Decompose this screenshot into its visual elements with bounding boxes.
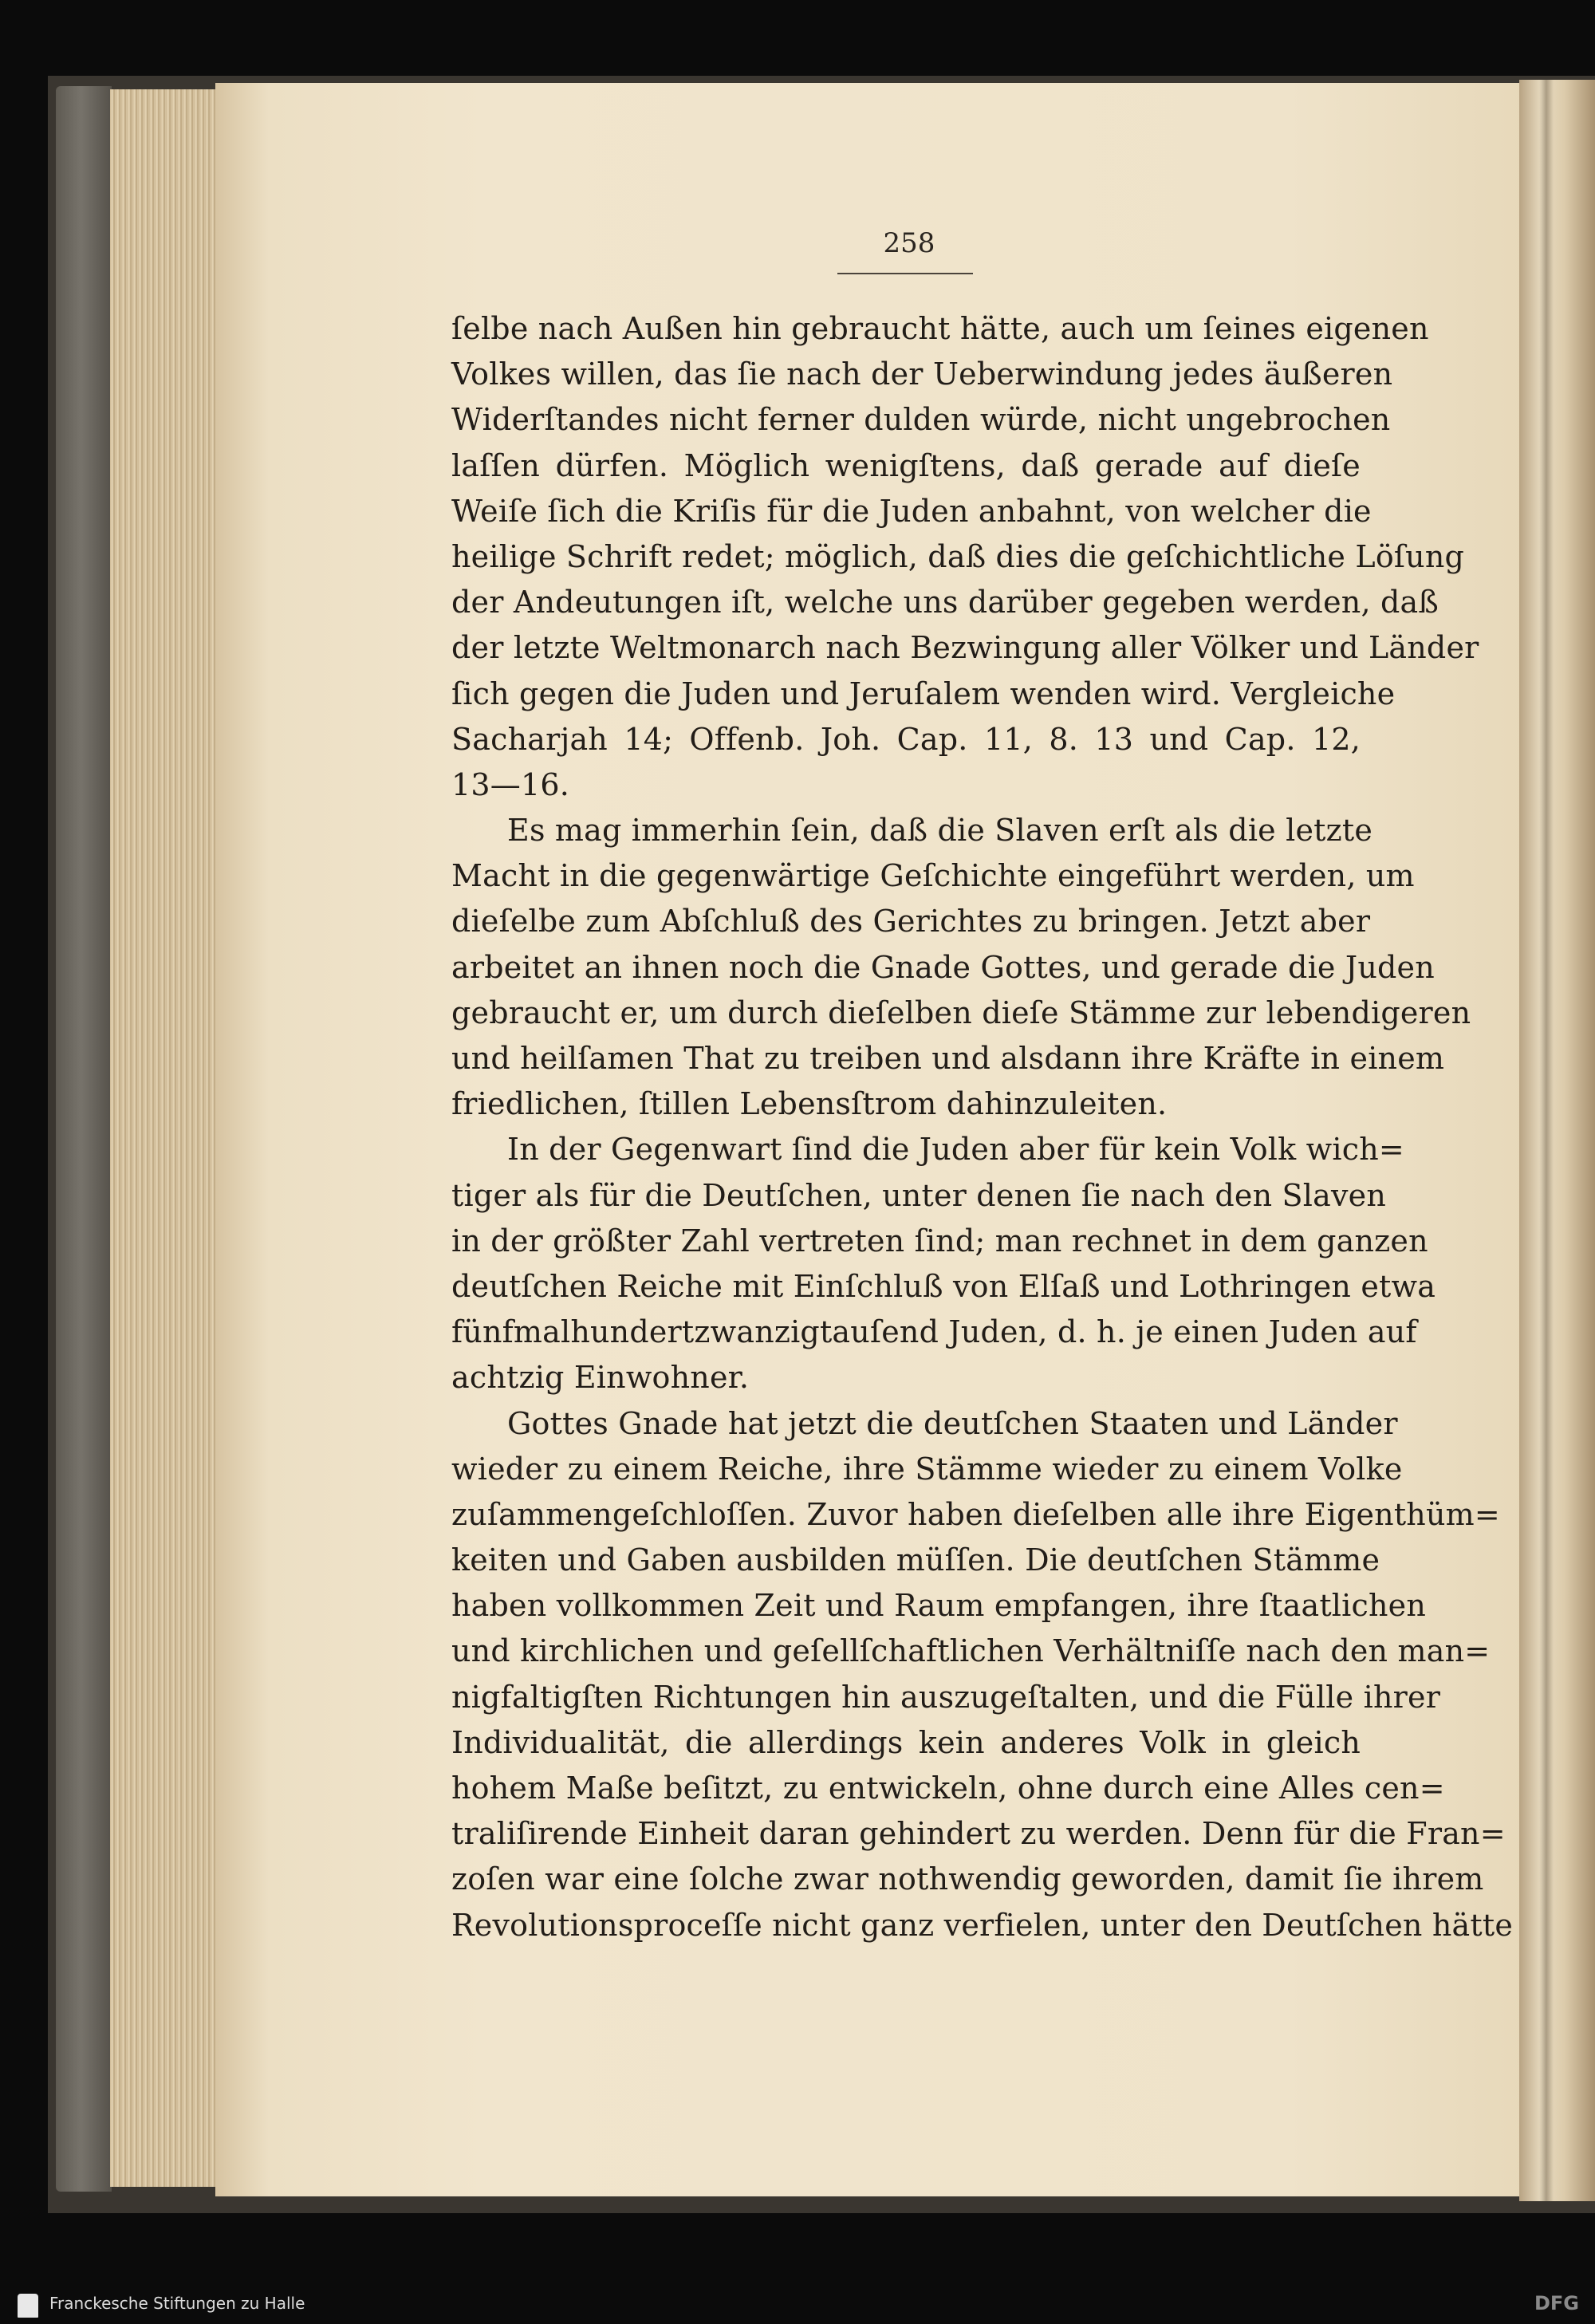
text-line: hohem Maße beſitzt, zu entwickeln, ohne durch eine Alles cen= [451, 1771, 1445, 1806]
text-line: wieder zu einem Reiche, ihre Stämme wieder zu einem Volke [451, 1451, 1403, 1487]
viewer-footer [0, 2286, 1595, 2324]
text-line: und heilſamen That zu treiben und alsdann ihre Kräfte in einem [451, 1041, 1445, 1076]
text-line: In der Gegenwart ſind die Juden aber für kein Volk wich= [507, 1132, 1404, 1168]
institution-label: Franckesche Stiftungen zu Halle [49, 2294, 305, 2313]
gutter-shadow [1539, 80, 1554, 2201]
text-line: gebraucht er, um durch dieſelben dieſe Stämme zur lebendigeren [451, 995, 1471, 1030]
text-line: haben vollkommen Zeit und Raum empfangen, ihre ſtaatlichen [451, 1588, 1427, 1624]
text-line: ſelbe nach Außen hin gebraucht hätte, auch um ſeines eigenen [451, 311, 1429, 346]
text-line: der letzte Weltmonarch nach Bezwingung aller Völker und Länder [451, 630, 1479, 666]
text-line: Volkes willen, das ſie nach der Ueberwindung jedes äußeren [451, 356, 1393, 392]
text-line: nigfaltigſten Richtungen hin auszugeſtalten, und die Fülle ihrer [451, 1679, 1441, 1715]
text-line: arbeitet an ihnen noch die Gnade Gottes, und gerade die Juden [451, 949, 1435, 985]
text-line: in der größter Zahl vertreten ſind; man rechnet in dem ganzen [451, 1223, 1428, 1259]
text-line: tiger als für die Deutſchen, unter denen ſie nach den Slaven [451, 1177, 1387, 1213]
text-line: keiten und Gaben ausbilden müſſen. Die deutſchen Stämme [451, 1542, 1380, 1578]
institution-logo-icon [18, 2294, 38, 2318]
text-line: fünfmalhundertzwanzigtauſend Juden, d. h. je einen Juden auf [451, 1314, 1417, 1350]
text-line: dieſelbe zum Abſchluß des Gerichtes zu bringen. Jetzt aber [451, 904, 1371, 939]
text-line: zoſen war eine ſolche zwar nothwendig geworden, damit ſie ihrem [451, 1861, 1484, 1897]
page-number: 258 [883, 227, 935, 259]
text-line: traliſirende Einheit daran gehindert zu werden. Denn für die Fran= [451, 1816, 1506, 1852]
text-line: laſſen dürfen. Möglich wenigſtens, daß gerade auf dieſe [451, 447, 1361, 483]
dfg-badge: DFG [1534, 2292, 1579, 2314]
page-number-rule [837, 273, 973, 274]
text-line: deutſchen Reiche mit Einſchluß von Elſaß und Lothringen etwa [451, 1268, 1436, 1304]
text-line: Individualität, die allerdings kein anderes Volk in gleich [451, 1724, 1361, 1760]
text-line: friedlichen, ſtillen Lebensſtrom dahinzuleiten. [451, 1086, 1168, 1122]
page-stack-edges [110, 89, 218, 2187]
text-line: Widerſtandes nicht ferner dulden würde, nicht ungebrochen [451, 402, 1391, 438]
text-line: zuſammengeſchloſſen. Zuvor haben dieſelben alle ihre Eigenthüm= [451, 1496, 1500, 1532]
text-line: Macht in die gegenwärtige Geſchichte eingeführt werden, um [451, 858, 1415, 894]
text-line: Weiſe ſich die Kriſis für die Juden anbahnt, von welcher die [451, 493, 1372, 529]
facing-page-edge [1519, 80, 1595, 2201]
text-line: achtzig Einwohner. [451, 1360, 750, 1396]
book-cover-edge [56, 86, 112, 2192]
page-text [451, 306, 1514, 1948]
text-line: Sacharjah 14; Offenb. Joh. Cap. 11, 8. 13 und Cap. 12, [451, 721, 1361, 757]
text-line: heilige Schrift redet; möglich, daß dies die geſchichtliche Löſung [451, 538, 1465, 574]
text-line: Revolutionsproceſſe nicht ganz verfielen, unter den Deutſchen hätte [451, 1907, 1514, 1943]
text-line: der Andeutungen iſt, welche uns darüber gegeben werden, daß [451, 585, 1439, 620]
text-line: 13—16. [451, 766, 569, 802]
text-line: ſich gegen die Juden und Jeruſalem wenden wird. Vergleiche [451, 676, 1396, 711]
text-line: Gottes Gnade hat jetzt die deutſchen Staaten und Länder [507, 1405, 1398, 1441]
text-line: Es mag immerhin ſein, daß die Slaven erſt als die letzte [507, 813, 1373, 849]
text-line: und kirchlichen und geſellſchaftlichen Verhältniſſe nach den man= [451, 1633, 1491, 1669]
